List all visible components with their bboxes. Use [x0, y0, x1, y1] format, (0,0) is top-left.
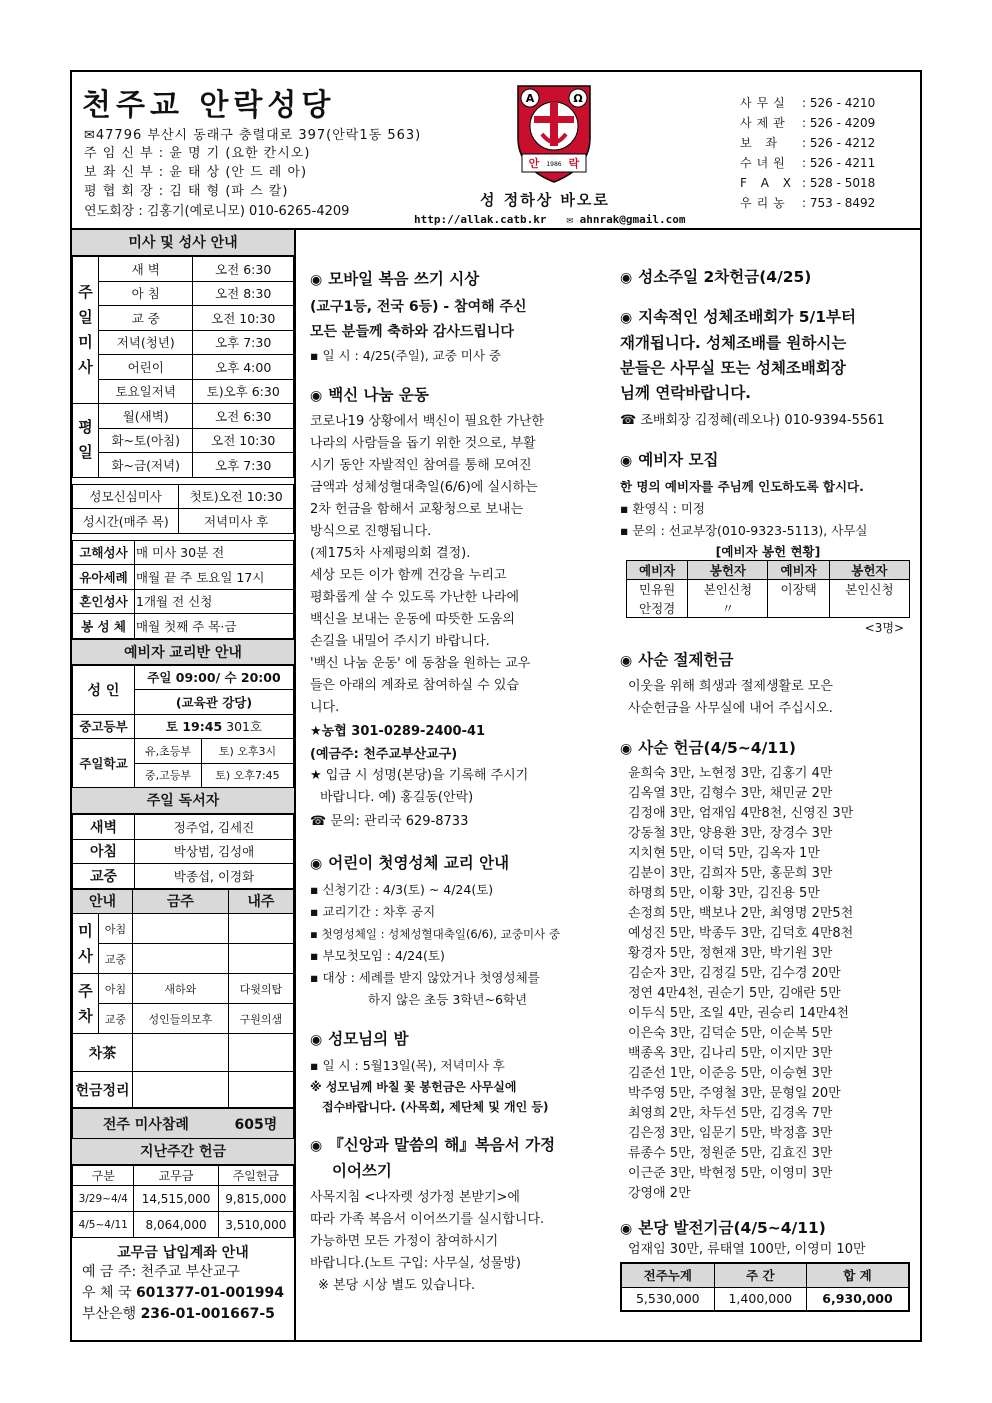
adult-label: 성 인 [73, 665, 135, 714]
bullet-icon: ◉ [620, 270, 633, 286]
s5-body: 사목지침 <나자렛 성가정 본받기>에 따라 가족 복음서 이어쓰기를 실시합니다. 가능하면 모든 가정이 참여하시기 바랍니다.(노트 구입: 사무실, 성물방) ※ 본당 시상 별도 있습니다. [310, 1190, 545, 1293]
pastor: 주 임 신 부 : 윤 명 기 (요한 칸시오) [84, 146, 311, 161]
special-time: 저녁미사 후 [179, 509, 294, 534]
school-dept: 유,초등부 [135, 739, 202, 764]
phone-row: 사제관 : 526 - 4209 [740, 116, 876, 130]
mass-time: 오전 6:30 [193, 404, 294, 429]
collection-sunday: 9,815,000 [218, 1186, 293, 1212]
duty-head: 안내 [73, 889, 133, 914]
parking-label: 주 차 [73, 974, 99, 1034]
status-cell: 본인신청 [829, 580, 909, 599]
parking-mass: 교중 [99, 1004, 133, 1034]
r6-donors: 엄재임 30만, 류태열 100만, 이영미 10만 [628, 1242, 866, 1257]
status-cell [768, 599, 829, 618]
parking-mass: 아침 [99, 974, 133, 1004]
collection-head: 구분 [73, 1166, 134, 1186]
logo-year: 1986 [546, 161, 562, 168]
fund-cell: 1,400,000 [714, 1287, 806, 1311]
s3-item: ▪ 대상 : 세례를 받지 않았거나 첫영성체를 [310, 970, 540, 985]
duty-next [228, 944, 293, 974]
s2-contact: ☎ 문의: 관리국 629-8733 [310, 814, 469, 829]
attendance-value: 605명 [219, 1109, 294, 1139]
section-title: ◉ 본당 발전기금(4/5~4/11) [620, 1219, 826, 1237]
logo-left-char: 안 [528, 157, 540, 170]
mass-time: 오전 8:30 [193, 281, 294, 306]
logo-right-char: 락 [568, 157, 580, 170]
right-column [620, 257, 916, 1312]
youth-room: 301호 [226, 719, 263, 735]
email-link[interactable]: ✉ ahnrak@gmail.com [566, 213, 686, 226]
bullet-icon: ◉ [310, 1032, 323, 1048]
mass-name: 토요일저녁 [99, 379, 193, 404]
s2-note: 바랍니다. 예) 홍길동(안락) [320, 790, 474, 805]
mass-schedule-title: 미사 및 성사 안내 [72, 230, 294, 256]
church-title: 천주교 안락성당 [82, 88, 336, 123]
s2-holder: (예금주: 천주교부산교구) [310, 747, 458, 762]
collection-period: 3/29~4/4 [73, 1186, 134, 1212]
adult-time: 주일 09:00/ 수 20:00 [135, 665, 294, 690]
s4-date: ▪ 일 시 : 5월13일(목), 저녁미사 후 [310, 1058, 505, 1073]
parking-next: 다윗의탑 [228, 974, 293, 1004]
s3-item: ▪ 첫영성체일 : 성체성혈대축일(6/6), 교중미사 중 [310, 927, 560, 941]
status-cell: 안정경 [627, 599, 688, 618]
mass-name: 아 침 [99, 281, 193, 306]
r3-item: ▪ 환영식 : 미정 [620, 501, 705, 516]
reader-mass: 교중 [73, 864, 135, 889]
r3-table-title: [예비자 봉헌 현황] [715, 544, 821, 559]
mass-name: 교 중 [99, 306, 193, 331]
offering-label: 헌금정리 [73, 1072, 133, 1108]
collection-sunday: 3,510,000 [218, 1212, 293, 1238]
mass-time: 토)오후 6:30 [193, 379, 294, 404]
assistant-priest: 보 좌 신 부 : 윤 태 상 (안 드 레 아) [84, 165, 308, 180]
omega-mark: Ω [573, 92, 583, 105]
phone-list [740, 93, 875, 213]
r3-count: <3명> [864, 621, 904, 635]
sacrament-info: 1개월 전 신청 [135, 589, 294, 614]
mass-time: 오후 4:00 [193, 355, 294, 380]
catechumen-title: 예비자 교리반 안내 [72, 639, 294, 665]
catechumen-status-table [626, 560, 910, 618]
status-cell: 〃 [688, 599, 768, 618]
status-cell: 이장택 [768, 580, 829, 599]
address: ✉47796 부산시 동래구 충렬대로 397(안락1동 563) [84, 128, 422, 143]
contact-urls [414, 213, 686, 226]
status-head: 봉헌자 [829, 561, 909, 580]
bank-label: 부산은행 [82, 1306, 137, 1322]
s3-item: ▪ 부모첫모임 : 4/24(토) [310, 948, 445, 963]
school-label: 주일학교 [73, 739, 135, 788]
duty-mass: 아침 [99, 914, 133, 944]
mass-duty-label: 미 사 [73, 914, 99, 974]
bullet-icon: ◉ [620, 1221, 633, 1237]
fund-cell: 5,530,000 [621, 1287, 714, 1311]
collection-table [72, 1165, 294, 1238]
sacrament-name: 봉 성 체 [73, 614, 135, 639]
section-title: ◉ 사순 절제헌금 [620, 651, 734, 669]
readers-table [72, 814, 294, 889]
council-president: 평 협 회 장 : 김 태 형 (파 스 칼) [84, 184, 289, 199]
collection-tithe: 14,515,000 [134, 1186, 218, 1212]
website-link[interactable]: http://allak.catb.kr [414, 213, 547, 226]
sacrament-name: 혼인성사 [73, 589, 135, 614]
s1-body: (교구1등, 전국 6등) - 참여해 주신 [310, 299, 527, 315]
duty-head: 금주 [133, 889, 229, 914]
catechumen-table [72, 665, 294, 789]
post-account: 601377-01-001994 [135, 1285, 284, 1301]
parking-this: 새하와 [133, 974, 229, 1004]
bullet-icon: ◉ [620, 741, 633, 757]
youth-time: 토 19:45 [165, 719, 223, 735]
tea-label: 차茶 [73, 1034, 133, 1072]
post-label: 우 체 국 [82, 1285, 132, 1301]
s4-note: 접수바랍니다. (사목회, 제단체 및 개인 등) [322, 1100, 549, 1114]
s3-item: 하지 않은 초등 3학년~6학년 [368, 992, 528, 1007]
s4-note: ※ 성모님께 바칠 꽃 봉헌금은 사무실에 [310, 1080, 517, 1094]
r5-donors: 윤희숙 3만, 노현정 3만, 김홍기 4만 김옥열 3만, 김형수 3만, 채민균 2만 김정애 3만, 엄재임 4만8천, 신영진 3만 강동철 3만, 양용환 3만, 장경수 3만 지치현 5만, 이덕 5만, 김옥자 1만 김분이 3만, 김희자 5만, 홍문희 3만 하명희 5만, 이황 3만, 김진용 5만 손정희 5만, 백보나 2만, 최영명 2만5천 예성진 5만, 박종두 3만, 김덕호 4만8천 황경자 5만, 정현재 3만, 박기원 3만 김순자 3만, 김정길 5만, 김수경 20만 정연 4만4천, 권순기 5만, 김애란 5만 이두식 5만, 조일 4만, 권승리 14만4천 이은숙 3만, 김덕순 5만, 이순복 5만 백종옥 3만, 김나리 5만, 이지만 3만 김준선 1만, 이준응 5만, 이승현 3만 박주영 5만, 주영철 3만, 문형일 20만 최영희 2만, 차두선 5만, 김경옥 7만 김은정 3만, 임문기 5만, 박정흠 3만 류종수 5만, 정원준 5만, 김효진 3만 이근준 3만, 박현정 5만, 이영미 3만 강영애 2만 [628, 766, 854, 1201]
section-title: ◉ 『신앙과 말씀의 해』복음서 가정 [310, 1136, 556, 1154]
bullet-icon: ◉ [620, 653, 633, 669]
mass-time: 오전 6:30 [193, 257, 294, 282]
sacrament-name: 유아세례 [73, 565, 135, 590]
adult-place: (교육관 강당) [135, 690, 294, 715]
special-mass-table [72, 484, 294, 534]
collection-title: 지난주간 헌금 [72, 1139, 294, 1165]
status-cell [829, 599, 909, 618]
bulletin-page [70, 70, 922, 1342]
parking-this: 성인들의모후 [133, 1004, 229, 1034]
phone-row: 수녀원 : 526 - 4211 [740, 156, 876, 170]
bulletin-header [72, 72, 920, 230]
section-title: ◉ 사순 헌금(4/5~4/11) [620, 739, 796, 757]
school-dept: 중,고등부 [135, 763, 202, 788]
account-title: 교무금 납입계좌 안내 [117, 1245, 249, 1261]
s1-body: 모든 분들께 축하와 감사드립니다 [310, 324, 514, 340]
mass-time: 오전 10:30 [193, 428, 294, 453]
special-name: 성시간(매주 목) [73, 509, 179, 534]
collection-head: 주일헌금 [218, 1166, 293, 1186]
mass-time: 오후 7:30 [193, 330, 294, 355]
fund-head: 주 간 [714, 1263, 806, 1287]
bank-account: 236-01-001667-5 [140, 1306, 275, 1322]
status-head: 예비자 [768, 561, 829, 580]
alpha-mark: A [525, 92, 535, 105]
parish-logo-icon [508, 78, 600, 188]
mass-name: 저녁(청년) [99, 330, 193, 355]
mass-name: 월(새벽) [99, 404, 193, 429]
r3-body: 한 명의 예비자를 주님께 인도하도록 합시다. [620, 479, 864, 494]
section-title: ◉ 예비자 모집 [620, 451, 719, 469]
r2-notice: ◉ 지속적인 성체조배회가 5/1부터 재개됩니다. 성체조배를 원하시는 분들은 사무실 또는 성체조배회장 님께 연락바랍니다. [620, 308, 856, 402]
school-time: 토) 오후3시 [201, 739, 293, 764]
fund-head: 합 계 [807, 1263, 910, 1287]
r3-item: ▪ 문의 : 선교부장(010-9323-5113), 사무실 [620, 523, 868, 538]
sunday-label: 주 일 미 사 [73, 257, 99, 404]
status-head: 예비자 [627, 561, 688, 580]
mass-time: 오후 7:30 [193, 453, 294, 478]
phone-row: 우리농 : 753 - 8492 [740, 196, 876, 210]
left-sidebar [72, 230, 296, 1342]
reader-mass: 새벽 [73, 815, 135, 840]
bullet-icon: ◉ [620, 453, 633, 469]
status-cell: 민유원 [627, 580, 688, 599]
fund-total: 6,930,000 [807, 1287, 910, 1311]
patron-saint: 성 정하상 바오로 [480, 191, 610, 209]
bullet-icon: ◉ [310, 856, 323, 872]
attendance-table [72, 1108, 294, 1139]
weekday-label: 평 일 [73, 404, 99, 478]
status-cell: 본인신청 [688, 580, 768, 599]
mass-name: 화~금(저녁) [99, 453, 193, 478]
section-title: ◉ 백신 나눔 운동 [310, 386, 429, 404]
bullet-icon: ◉ [310, 388, 323, 404]
account-holder: 예 금 주: 천주교 부산교구 [82, 1264, 240, 1280]
duty-this [133, 944, 229, 974]
sacrament-info: 매월 끝 주 토요일 17시 [135, 565, 294, 590]
bullet-icon: ◉ [310, 1138, 323, 1154]
duty-table [72, 889, 294, 1109]
status-head: 봉헌자 [688, 561, 768, 580]
reader-names: 박상범, 김성애 [135, 839, 294, 864]
mass-name: 어린이 [99, 355, 193, 380]
phone-row: F A X : 528 - 5018 [740, 176, 876, 190]
r4-body: 이웃을 위해 희생과 절제생활로 모은 사순헌금을 사무실에 내어 주십시오. [628, 679, 833, 716]
mass-name: 화~토(아침) [99, 428, 193, 453]
s3-item: ▪ 신청기간 : 4/3(토) ~ 4/24(토) [310, 882, 494, 897]
parking-next: 구원의샘 [228, 1004, 293, 1034]
duty-this [133, 914, 229, 944]
phone-row: 보 좌 : 526 - 4212 [740, 136, 876, 150]
s2-account: ★농협 301-0289-2400-41 [310, 724, 486, 739]
account-info [72, 1262, 294, 1325]
duty-mass: 교중 [99, 944, 133, 974]
s2-body: 코로나19 상황에서 백신이 필요한 가난한 나라의 사람들을 돕기 위한 것으로, 부활 시기 동안 자발적인 참여를 통해 모여진 금액과 성체성혈대축일(6/6)에 실시하는 2차 헌금을 함해서 교황청으로 보내는 방식으로 진행됩니다. (제175차 사제평의회 결정). 세상 모든 이가 함께 건강을 누리고 평화롭게 살 수 있도록 가난한 나라에 백신을 보내는 운동에 따뜻한 도움의 손길을 내밀어 주시기 바랍니다. '백신 나눔 운동' 에 동참을 원하는 교우 들은 아래의 계좌로 참여하실 수 있습 니다. [310, 414, 544, 715]
reader-mass: 아침 [73, 839, 135, 864]
sacrament-info: 매 미사 30분 전 [135, 540, 294, 565]
section-title: ◉ 모바일 복음 쓰기 시상 [310, 270, 480, 288]
duty-head: 내주 [228, 889, 293, 914]
duty-next [228, 914, 293, 944]
sunday-mass-table [72, 256, 294, 478]
readers-title: 주일 독서자 [72, 788, 294, 814]
collection-tithe: 8,064,000 [134, 1212, 218, 1238]
reader-names: 박종섭, 이경화 [135, 864, 294, 889]
youth-label: 중고등부 [73, 714, 135, 739]
s2-note: ★ 입금 시 성명(본당)을 기록해 주시기 [310, 768, 529, 783]
section-title: ◉ 어린이 첫영성체 교리 안내 [310, 854, 510, 872]
sacrament-info: 매월 첫째 주 목·금 [135, 614, 294, 639]
s1-date: ▪ 일 시 : 4/25(주일), 교중 미사 중 [310, 348, 501, 363]
mass-name: 새 벽 [99, 257, 193, 282]
bullet-icon: ◉ [620, 310, 633, 326]
school-time: 토) 오후7:45 [201, 763, 293, 788]
reader-names: 정주업, 김세진 [135, 815, 294, 840]
bullet-icon: ◉ [310, 272, 323, 288]
attendance-label: 전주 미사참례 [73, 1109, 219, 1139]
collection-head: 교무금 [134, 1166, 218, 1186]
s3-item: ▪ 교리기간 : 차후 공지 [310, 904, 436, 919]
middle-column [310, 257, 600, 1297]
section-title: ◉ 성모님의 밤 [310, 1030, 409, 1048]
section-title-cont: 이어쓰기 [332, 1162, 392, 1180]
phone-row: 사무실 : 526 - 4210 [740, 96, 876, 110]
fund-head: 전주누계 [621, 1263, 714, 1287]
sacrament-name: 고해성사 [73, 540, 135, 565]
fund-table [620, 1262, 910, 1312]
mass-time: 오전 10:30 [193, 306, 294, 331]
r2-contact: ☎ 조배회장 김정혜(레오나) 010-9394-5561 [620, 413, 885, 428]
collection-period: 4/5~4/11 [73, 1212, 134, 1238]
special-time: 첫토)오전 10:30 [179, 484, 294, 509]
section-title: ◉ 성소주일 2차헌금(4/25) [620, 268, 812, 286]
elder-president: 연도회장 : 김홍기(예로니모) 010-6265-4209 [84, 204, 350, 219]
special-name: 성모신심미사 [73, 484, 179, 509]
sacraments-table [72, 540, 294, 639]
